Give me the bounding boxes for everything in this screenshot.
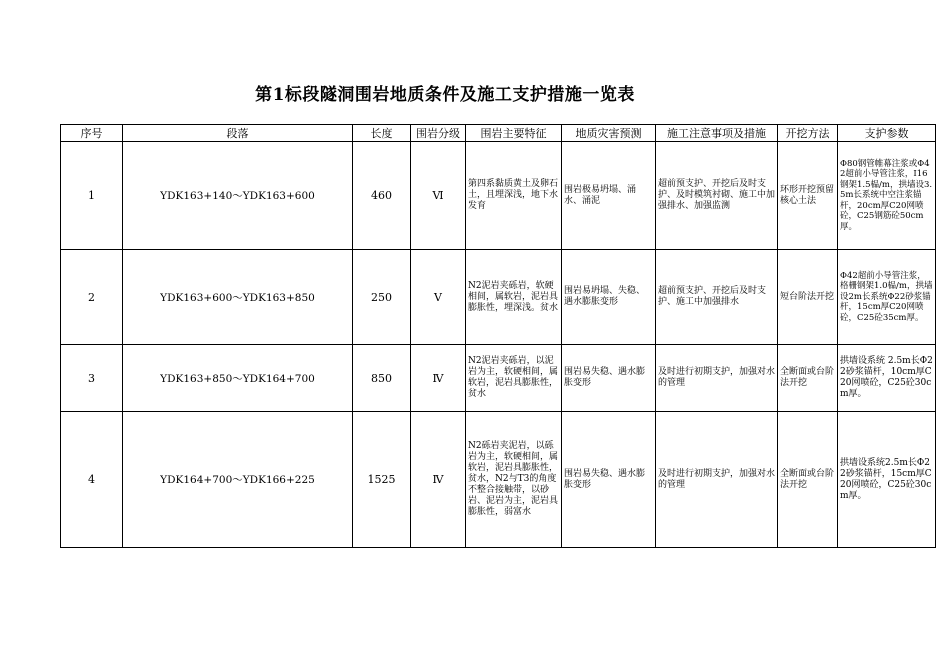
header-segment: 段落 bbox=[123, 125, 353, 142]
cell-support: Φ42超前小导管注浆，格栅钢架1.0榀/m，拱墙设2m长系统Φ22砂浆锚杆，15cm厚C20网喷砼，C25砼35cm厚。 bbox=[838, 250, 936, 345]
cell-measures: 超前预支护、开挖后及时支护、施工中加强排水 bbox=[656, 250, 778, 345]
cell-feature: 第四系黏质黄土及卵石土，且埋深浅，地下水发育 bbox=[466, 142, 562, 250]
cell-hazard: 围岩易坍塌、失稳、遇水膨胀变形 bbox=[562, 250, 656, 345]
cell-measures: 及时进行初期支护，加强对水的管理 bbox=[656, 412, 778, 548]
cell-segment: YDK164+700～YDK166+225 bbox=[123, 412, 353, 548]
cell-method: 环形开挖预留核心土法 bbox=[778, 142, 838, 250]
cell-segment: YDK163+140～YDK163+600 bbox=[123, 142, 353, 250]
summary-table bbox=[60, 124, 936, 548]
cell-method: 短台阶法开挖 bbox=[778, 250, 838, 345]
table-row bbox=[61, 345, 936, 412]
cell-length: 1525 bbox=[353, 412, 411, 548]
header-row bbox=[61, 125, 936, 142]
cell-segment: YDK163+600～YDK163+850 bbox=[123, 250, 353, 345]
cell-grade: Ⅳ bbox=[411, 412, 466, 548]
cell-length: 250 bbox=[353, 250, 411, 345]
cell-segment: YDK163+850～YDK164+700 bbox=[123, 345, 353, 412]
cell-grade: Ⅳ bbox=[411, 345, 466, 412]
table-row bbox=[61, 250, 936, 345]
document-title: 第1标段隧洞围岩地质条件及施工支护措施一览表 bbox=[255, 85, 635, 105]
cell-grade: Ⅵ bbox=[411, 142, 466, 250]
cell-support: 拱墙设系统 2.5m长Φ22砂浆锚杆，10cm厚C20网喷砼，C25砼30cm厚。 bbox=[838, 345, 936, 412]
cell-length: 850 bbox=[353, 345, 411, 412]
cell-grade: Ⅴ bbox=[411, 250, 466, 345]
cell-no: 1 bbox=[61, 142, 123, 250]
cell-feature: N2砾岩夹泥岩，以砾岩为主，软硬相间，属软岩，泥岩具膨胀性，贫水，N2与T3的角度不整合接触带，以砂岩、泥岩为主，泥岩具膨胀性，弱富水 bbox=[466, 412, 562, 548]
table-row bbox=[61, 412, 936, 548]
cell-method: 全断面或台阶法开挖 bbox=[778, 345, 838, 412]
cell-method: 全断面或台阶法开挖 bbox=[778, 412, 838, 548]
cell-hazard: 围岩易失稳、遇水膨胀变形 bbox=[562, 412, 656, 548]
header-hazard: 地质灾害预测 bbox=[562, 125, 656, 142]
header-length: 长度 bbox=[353, 125, 411, 142]
cell-length: 460 bbox=[353, 142, 411, 250]
header-support: 支护参数 bbox=[838, 125, 936, 142]
cell-feature: N2泥岩夹砾岩，软硬相间，属软岩，泥岩具膨胀性，埋深浅。贫水 bbox=[466, 250, 562, 345]
cell-no: 2 bbox=[61, 250, 123, 345]
header-method: 开挖方法 bbox=[778, 125, 838, 142]
cell-hazard: 围岩易失稳、遇水膨胀变形 bbox=[562, 345, 656, 412]
header-feature: 围岩主要特征 bbox=[466, 125, 562, 142]
cell-no: 3 bbox=[61, 345, 123, 412]
table-row bbox=[61, 142, 936, 250]
header-measures: 施工注意事项及措施 bbox=[656, 125, 778, 142]
header-grade: 围岩分级 bbox=[411, 125, 466, 142]
cell-measures: 超前预支护、开挖后及时支护、及时模筑衬砌、施工中加强排水、加强监测 bbox=[656, 142, 778, 250]
header-no: 序号 bbox=[61, 125, 123, 142]
cell-support: 拱墙设系统2.5m长Φ22砂浆锚杆，15cm厚C20网喷砼，C25砼30cm厚。 bbox=[838, 412, 936, 548]
cell-feature: N2泥岩夹砾岩，以泥岩为主，软硬相间，属软岩，泥岩具膨胀性，贫水 bbox=[466, 345, 562, 412]
cell-measures: 及时进行初期支护，加强对水的管理 bbox=[656, 345, 778, 412]
cell-no: 4 bbox=[61, 412, 123, 548]
cell-hazard: 围岩极易坍塌、涌水、涌泥 bbox=[562, 142, 656, 250]
cell-support: Φ80钢管帷幕注浆或Φ42超前小导管注浆，I16钢架1.5榀/m，拱墙设3.5m长系统中空注浆锚杆，20cm厚C20网喷砼，C25钢筋砼50cm厚。 bbox=[838, 142, 936, 250]
